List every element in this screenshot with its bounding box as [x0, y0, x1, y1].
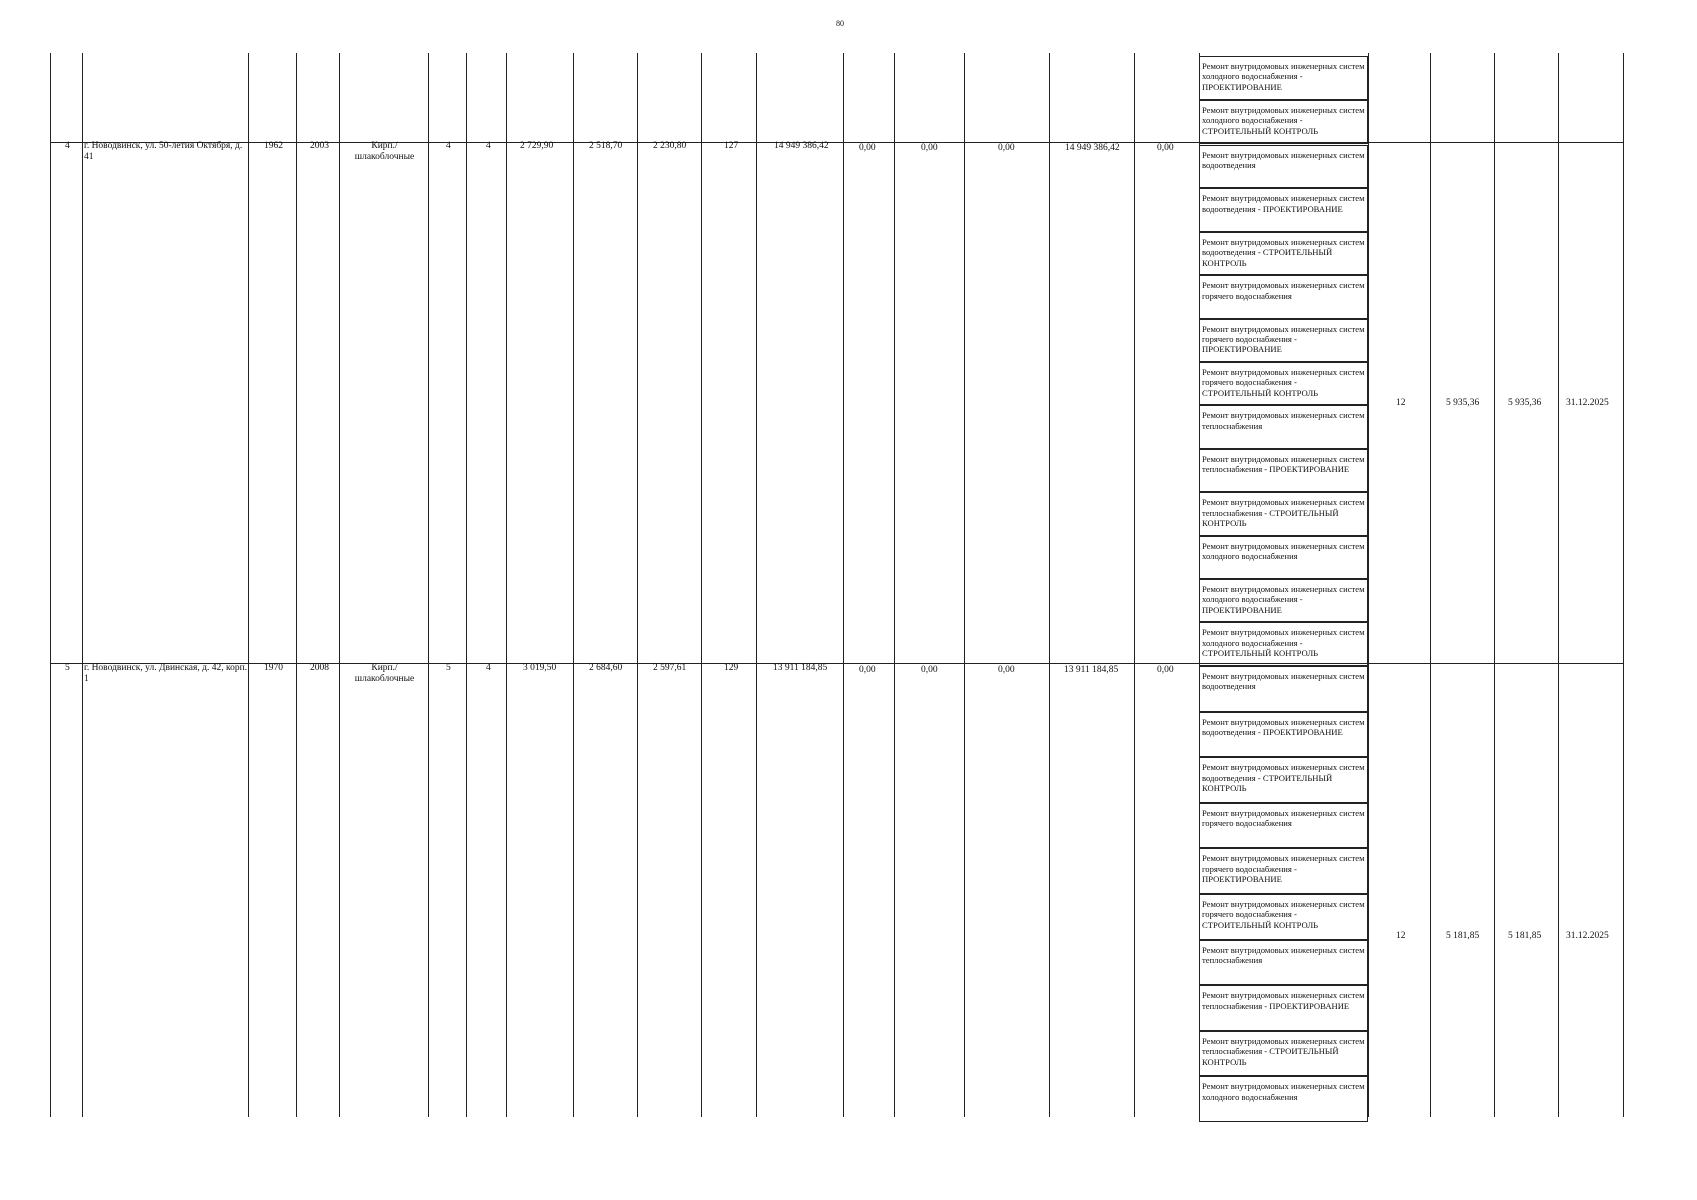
work-name: Ремонт внутридомовых инженерных систем теплоснабжения - СТРОИТЕЛЬНЫЙ КОНТРОЛЬ: [1202, 1035, 1365, 1067]
column-divider: [506, 53, 507, 1117]
cost-other-cell: 0,00: [1157, 143, 1174, 153]
work-item: [1199, 985, 1368, 1031]
column-divider: [248, 53, 249, 1117]
area-total-cell: 2 729,90: [520, 141, 554, 151]
work-name: Ремонт внутридомовых инженерных систем водоотведения - СТРОИТЕЛЬНЫЙ КОНТРОЛЬ: [1202, 236, 1365, 268]
cost-owners-cell: 13 911 184,85: [1064, 665, 1119, 675]
column-divider: [701, 53, 702, 1117]
work-item: Ремонт внутридомовых инженерных систем холодного водоснабжения - ПРОЕКТИРОВАНИЕ: [1199, 56, 1368, 100]
cost-fed-cell: 0,00: [859, 143, 876, 153]
column-divider: [637, 53, 638, 1117]
work-item: [1199, 536, 1368, 579]
row-number: 4: [65, 141, 70, 151]
work-name: Ремонт внутридомовых инженерных систем водоотведения - ПРОЕКТИРОВАНИЕ: [1202, 193, 1365, 214]
column-divider: [82, 53, 83, 1117]
work-item: [1199, 188, 1368, 231]
column-divider: [1368, 53, 1369, 1117]
cost-owners-cell: 14 949 386,42: [1065, 143, 1120, 153]
column-divider: [964, 53, 965, 1117]
work-item: [1199, 362, 1368, 405]
year-repair-cell: 2008: [310, 663, 329, 673]
work-name: Ремонт внутридомовых инженерных систем холодного водоснабжения - СТРОИТЕЛЬНЫЙ КОНТРОЛЬ: [1202, 627, 1365, 659]
work-name: Ремонт внутридомовых инженерных систем теплоснабжения: [1202, 944, 1365, 965]
work-item: [1199, 894, 1368, 940]
work-name: Ремонт внутридомовых инженерных систем теплоснабжения - ПРОЕКТИРОВАНИЕ: [1202, 453, 1365, 475]
cost-total-cell: 13 911 184,85: [773, 663, 828, 673]
units-cell: 12: [1396, 931, 1406, 941]
deadline-cell: 31.12.2025: [1566, 398, 1609, 408]
area-living-cell: 2 684,60: [589, 663, 623, 673]
work-item: [1199, 940, 1368, 986]
column-divider: [50, 53, 51, 1117]
residents-cell: 127: [724, 141, 739, 151]
max-unit-cost-cell: 5 935,36: [1508, 398, 1542, 408]
column-divider: [428, 53, 429, 1117]
work-name: Ремонт внутридомовых инженерных систем теплоснабжения: [1202, 410, 1365, 431]
column-divider: [894, 53, 895, 1117]
column-divider: [1134, 53, 1135, 1117]
column-divider: [1430, 53, 1431, 1117]
work-name: Ремонт внутридомовых инженерных систем водоотведения - СТРОИТЕЛЬНЫЙ КОНТРОЛЬ: [1202, 762, 1365, 793]
year-built-cell: 1962: [264, 141, 283, 151]
work-item: [1199, 319, 1368, 362]
work-name: Ремонт внутридомовых инженерных систем водоотведения: [1202, 150, 1365, 171]
column-divider: [843, 53, 844, 1117]
unit-cost-cell: 5 935,36: [1446, 398, 1480, 408]
address-cell: г. Новодвинск, ул. Двинская, д. 42, корп. 1: [84, 663, 248, 684]
area-owned-cell: 2 597,61: [653, 663, 687, 673]
row-number: 5: [65, 663, 70, 673]
cost-local-cell: 0,00: [998, 665, 1015, 675]
area-owned-cell: 2 230,80: [653, 141, 687, 151]
work-item: [1199, 803, 1368, 849]
work-item: [1199, 405, 1368, 448]
column-divider: [296, 53, 297, 1117]
address-cell: г. Новодвинск, ул. 50-летия Октября, д. 41: [84, 141, 243, 162]
deadline-cell: 31.12.2025: [1566, 931, 1609, 941]
work-name: Ремонт внутридомовых инженерных систем холодного водоснабжения - ПРОЕКТИРОВАНИЕ: [1202, 584, 1365, 615]
cost-local-cell: 0,00: [998, 143, 1015, 153]
cost-fed-cell: 0,00: [859, 665, 876, 675]
work-item: [1199, 492, 1368, 535]
wall-material-cell: Кирп./ шлакоблочные: [354, 141, 415, 162]
work-item: [1199, 1031, 1368, 1077]
work-name: Ремонт внутридомовых инженерных систем горячего водоснабжения - ПРОЕКТИРОВАНИЕ: [1202, 853, 1365, 885]
cost-region-cell: 0,00: [921, 665, 938, 675]
work-item: Ремонт внутридомовых инженерных систем холодного водоснабжения - СТРОИТЕЛЬНЫЙ КОНТРОЛЬ: [1199, 100, 1368, 144]
cost-other-cell: 0,00: [1157, 665, 1174, 675]
wall-material-cell: Кирп./ шлакоблочные: [354, 663, 415, 684]
area-total-cell: 3 019,50: [523, 663, 557, 673]
units-cell: 12: [1396, 398, 1406, 408]
unit-cost-cell: 5 181,85: [1446, 931, 1480, 941]
column-divider: [756, 53, 757, 1117]
residents-cell: 129: [724, 663, 739, 673]
work-item: [1199, 757, 1368, 803]
work-name: Ремонт внутридомовых инженерных систем холодного водоснабжения: [1202, 1081, 1365, 1102]
work-item: [1199, 579, 1368, 622]
work-item: [1199, 622, 1368, 665]
floors-cell: 4: [446, 141, 451, 151]
work-item: [1199, 1076, 1368, 1122]
column-divider: [339, 53, 340, 1117]
floors-cell: 5: [446, 663, 451, 673]
cost-region-cell: 0,00: [921, 143, 938, 153]
work-name: Ремонт внутридомовых инженерных систем теплоснабжения - СТРОИТЕЛЬНЫЙ КОНТРОЛЬ: [1202, 497, 1365, 528]
work-item: [1199, 449, 1368, 492]
page-number: 80: [836, 19, 844, 28]
max-unit-cost-cell: 5 181,85: [1508, 931, 1542, 941]
work-item: [1199, 848, 1368, 894]
work-item: [1199, 712, 1368, 758]
cost-total-cell: 14 949 386,42: [774, 141, 829, 151]
work-name: Ремонт внутридомовых инженерных систем горячего водоснабжения: [1202, 807, 1365, 829]
area-living-cell: 2 518,70: [589, 141, 623, 151]
work-name: Ремонт внутридомовых инженерных систем холодного водоснабжения: [1202, 540, 1365, 561]
work-name: Ремонт внутридомовых инженерных систем водоотведения: [1202, 671, 1365, 692]
year-built-cell: 1970: [264, 663, 283, 673]
column-divider: [573, 53, 574, 1117]
entrances-cell: 4: [486, 141, 491, 151]
column-divider: [1558, 53, 1559, 1117]
work-name: Ремонт внутридомовых инженерных систем горячего водоснабжения - СТРОИТЕЛЬНЫЙ КОНТРОЛЬ: [1202, 899, 1365, 930]
entrances-cell: 4: [486, 663, 491, 673]
work-name: Ремонт внутридомовых инженерных систем горячего водоснабжения: [1202, 280, 1365, 301]
column-divider: [1494, 53, 1495, 1117]
work-item: [1199, 275, 1368, 318]
work-name: Ремонт внутридомовых инженерных систем теплоснабжения - ПРОЕКТИРОВАНИЕ: [1202, 990, 1365, 1011]
column-divider: [1623, 53, 1624, 1117]
work-name: Ремонт внутридомовых инженерных систем горячего водоснабжения - СТРОИТЕЛЬНЫЙ КОНТРОЛЬ: [1202, 367, 1365, 398]
work-item: [1199, 145, 1368, 188]
work-name: Ремонт внутридомовых инженерных систем горячего водоснабжения - ПРОЕКТИРОВАНИЕ: [1202, 323, 1365, 355]
work-item: [1199, 666, 1368, 712]
column-divider: [1049, 53, 1050, 1117]
work-item: [1199, 232, 1368, 275]
column-divider: [466, 53, 467, 1117]
work-name: Ремонт внутридомовых инженерных систем водоотведения - ПРОЕКТИРОВАНИЕ: [1202, 716, 1365, 737]
year-repair-cell: 2003: [310, 141, 329, 151]
